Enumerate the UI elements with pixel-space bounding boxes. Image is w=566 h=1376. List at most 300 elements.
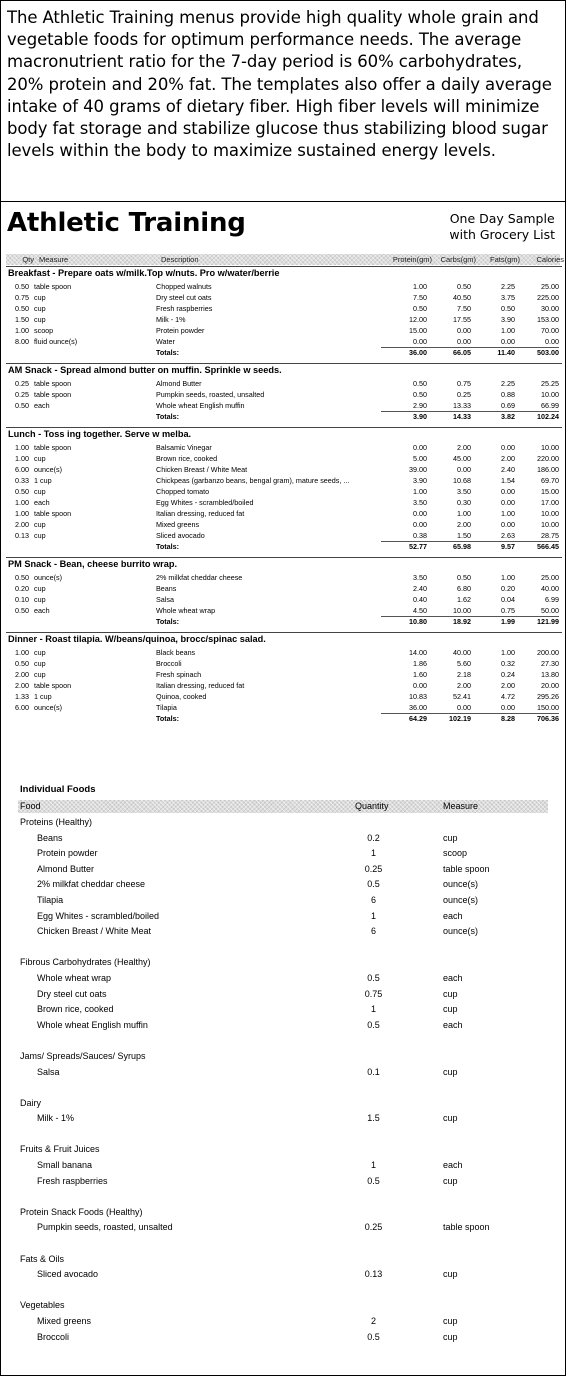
row-calories: 13.80	[541, 670, 559, 679]
grocery-item	[1, 862, 566, 878]
grocery-item-measure: cup	[443, 832, 458, 843]
col-description: Description	[161, 255, 199, 264]
row-carbs: 1.62	[457, 595, 471, 604]
row-qty: 0.13	[15, 531, 29, 540]
grocery-item-name: Small banana	[37, 1160, 93, 1171]
meal-row	[1, 336, 566, 347]
row-qty: 2.00	[15, 681, 29, 690]
row-calories: 10.00	[541, 509, 559, 518]
row-measure: cup	[34, 520, 46, 529]
grocery-item-measure: cup	[443, 1316, 458, 1326]
row-calories: 220.00	[537, 454, 559, 463]
meal-title: Breakfast - Prepare oats w/milk.Top w/nuts. Pro w/water/berrie	[6, 266, 562, 281]
row-fats: 0.00	[501, 337, 515, 346]
row-description: Milk - 1%	[156, 315, 186, 324]
row-qty: 2.00	[15, 520, 29, 529]
row-measure: cup	[34, 659, 46, 668]
row-carbs: 45.00	[453, 454, 471, 463]
meal-row	[1, 669, 566, 680]
grocery-gap	[1, 1189, 566, 1205]
row-measure: cup	[34, 670, 46, 679]
row-protein: 10.83	[409, 692, 427, 701]
total-fats: 9.57	[501, 542, 515, 551]
row-protein: 7.50	[413, 293, 427, 302]
grocery-item	[1, 1065, 566, 1081]
row-measure: fluid ounce(s)	[34, 337, 78, 346]
row-protein: 0.00	[413, 443, 427, 452]
grocery-item-name: Sliced avocado	[37, 1269, 99, 1280]
row-fats: 2.25	[501, 282, 515, 291]
total-fats: 1.99	[501, 617, 515, 626]
grocery-gap	[1, 1236, 566, 1252]
row-measure: cup	[34, 648, 46, 657]
grocery-item	[1, 1330, 566, 1346]
totals-label: Totals:	[156, 348, 180, 357]
row-carbs: 0.00	[457, 703, 471, 712]
total-carbs: 102.19	[449, 714, 471, 723]
row-measure: 1 cup	[34, 692, 52, 701]
total-carbs: 18.92	[453, 617, 471, 626]
meal-spacer	[1, 724, 566, 729]
row-fats: 0.00	[501, 520, 515, 529]
meal-plan-document	[0, 202, 566, 1376]
meal-row	[1, 464, 566, 475]
meal-row	[1, 453, 566, 464]
grocery-item-name: Beans	[37, 832, 63, 843]
grocery-item-name: Protein powder	[37, 848, 98, 859]
row-calories: 27.30	[541, 659, 559, 668]
grocery-item-quantity: 1.5	[367, 1113, 380, 1124]
row-carbs: 52.41	[453, 692, 471, 701]
meal-row	[1, 400, 566, 411]
meal-row	[1, 475, 566, 486]
row-fats: 1.00	[501, 326, 515, 335]
row-fats: 1.00	[501, 573, 515, 582]
meal-section	[1, 427, 566, 557]
grocery-category: Fibrous Carbohydrates (Healthy)	[20, 957, 151, 968]
meal-row	[1, 658, 566, 669]
row-description: Chopped tomato	[156, 487, 210, 496]
grocery-item-name: Chicken Breast / White Meat	[37, 926, 152, 937]
meal-row	[1, 647, 566, 658]
grocery-item-quantity: 0.13	[364, 1269, 383, 1280]
row-measure: each	[34, 498, 50, 507]
row-calories: 6.99	[545, 595, 559, 604]
row-description: Italian dressing, reduced fat	[156, 681, 245, 690]
row-calories: 70.00	[541, 326, 559, 335]
total-protein: 3.90	[413, 412, 427, 421]
row-fats: 2.00	[501, 681, 515, 690]
row-description: Egg Whites - scrambled/boiled	[156, 498, 254, 507]
grocery-item-name: Egg Whites - scrambled/boiled	[37, 910, 160, 921]
row-measure: cup	[34, 487, 46, 496]
row-description: Balsamic Vinegar	[156, 443, 212, 452]
row-protein: 14.00	[409, 648, 427, 657]
meal-row	[1, 303, 566, 314]
meal-section	[1, 632, 566, 729]
row-qty: 6.00	[15, 465, 29, 474]
row-carbs: 2.18	[457, 670, 471, 679]
row-calories: 0.00	[545, 337, 559, 346]
row-measure: cup	[34, 315, 46, 324]
row-calories: 66.99	[541, 401, 559, 410]
row-description: Fresh raspberries	[156, 304, 213, 313]
row-protein: 12.00	[409, 315, 427, 324]
row-description: Salsa	[156, 595, 174, 604]
grocery-category: Fats & Oils	[20, 1253, 65, 1264]
meal-row	[1, 378, 566, 389]
row-fats: 3.75	[501, 293, 515, 302]
row-fats: 0.00	[501, 498, 515, 507]
total-fats: 3.82	[501, 412, 515, 421]
col-carbs: Carbs(gm)	[440, 255, 476, 264]
row-description: Beans	[156, 584, 177, 593]
row-fats: 2.63	[501, 531, 515, 540]
row-protein: 1.86	[413, 659, 427, 668]
row-protein: 0.50	[413, 304, 427, 313]
grocery-item	[1, 924, 566, 940]
row-qty: 0.20	[15, 584, 29, 593]
row-protein: 36.00	[409, 703, 427, 712]
row-protein: 2.40	[413, 584, 427, 593]
row-calories: 25.00	[541, 282, 559, 291]
meal-totals-row	[1, 347, 566, 358]
row-fats: 0.20	[501, 584, 515, 593]
row-description: 2% milkfat cheddar cheese	[156, 573, 243, 582]
row-description: Fresh spinach	[156, 670, 202, 679]
row-measure: table spoon	[34, 379, 72, 388]
totals-label: Totals:	[156, 542, 180, 551]
total-fats: 11.40	[497, 348, 515, 357]
row-carbs: 10.00	[453, 606, 471, 615]
row-calories: 186.00	[537, 465, 559, 474]
row-qty: 0.50	[15, 487, 29, 496]
total-protein: 36.00	[409, 348, 427, 357]
row-description: Mixed greens	[156, 520, 200, 529]
row-calories: 25.25	[541, 379, 559, 388]
total-protein: 52.77	[409, 542, 427, 551]
row-calories: 153.00	[537, 315, 559, 324]
totals-label: Totals:	[156, 714, 180, 723]
row-description: Whole wheat wrap	[156, 606, 216, 615]
grocery-item-name: Tilapia	[37, 894, 64, 905]
row-measure: ounce(s)	[34, 703, 62, 712]
row-qty: 6.00	[15, 703, 29, 712]
grocery-item-name: 2% milkfat cheddar cheese	[37, 879, 146, 890]
grocery-item	[1, 987, 566, 1003]
row-protein: 1.00	[413, 487, 427, 496]
total-calories: 102.24	[537, 412, 559, 421]
grocery-item-measure: table spoon	[443, 1222, 490, 1233]
grocery-item-quantity: 0.5	[367, 1331, 380, 1342]
row-carbs: 0.50	[457, 573, 471, 582]
grocery-title: Individual Foods	[20, 784, 96, 795]
row-calories: 10.00	[541, 390, 559, 399]
row-qty: 0.50	[15, 282, 29, 291]
meal-section	[1, 363, 566, 427]
row-qty: 0.10	[15, 595, 29, 604]
row-qty: 0.50	[15, 304, 29, 313]
col-measure: Measure	[39, 255, 69, 264]
row-fats: 2.00	[501, 454, 515, 463]
row-qty: 1.00	[15, 326, 29, 335]
totals-label: Totals:	[156, 617, 180, 626]
grocery-item-measure: cup	[443, 1113, 458, 1124]
grocery-body	[1, 815, 566, 1345]
row-calories: 10.00	[541, 520, 559, 529]
grocery-item-measure: cup	[443, 1004, 458, 1015]
grocery-item-name: Milk - 1%	[37, 1113, 75, 1124]
row-protein: 39.00	[409, 465, 427, 474]
row-fats: 2.40	[501, 465, 515, 474]
row-carbs: 17.55	[453, 315, 471, 324]
intro-text: The Athletic Training menus provide high quality whole grain and vegetable foods for optimum performance needs. The average macronutrient ratio for the 7-day period is 60% carbohydrates, 20% protein and 20% fat. The templates also offer a daily average intake of 40 grams of dietary fiber. High fiber levels will minimize body fat storage and stabilize glucose thus stabilizing blood sugar levels within the body to maximize sustained energy levels.	[7, 8, 552, 161]
meal-totals-row	[1, 411, 566, 422]
row-calories: 25.00	[541, 573, 559, 582]
row-fats: 2.25	[501, 379, 515, 388]
row-measure: table spoon	[34, 443, 72, 452]
row-description: Brown rice, cooked	[156, 454, 218, 463]
row-qty: 0.25	[15, 379, 29, 388]
total-fats: 8.28	[501, 714, 515, 723]
grocery-item-measure: cup	[443, 1331, 458, 1342]
grocery-item-quantity: 6	[370, 926, 376, 937]
total-protein: 10.80	[409, 617, 427, 626]
meal-row	[1, 486, 566, 497]
totals-label: Totals:	[156, 412, 180, 421]
row-calories: 150.00	[537, 703, 559, 712]
col-calories: Calories	[536, 255, 564, 264]
grocery-item-quantity: 2	[370, 1316, 376, 1326]
grocery-category: Protein Snack Foods (Healthy)	[20, 1206, 143, 1217]
total-calories: 566.45	[537, 542, 559, 551]
subtitle-line-1: One Day Sample	[449, 211, 555, 226]
row-description: Chickpeas (garbanzo beans, bengal gram), mature seeds, ...	[156, 476, 350, 485]
row-calories: 200.00	[537, 648, 559, 657]
row-qty: 0.50	[15, 401, 29, 410]
grocery-item-quantity: 0.1	[367, 1066, 380, 1077]
row-measure: ounce(s)	[34, 573, 62, 582]
total-calories: 503.00	[537, 348, 559, 357]
grocery-item	[1, 971, 566, 987]
row-qty: 1.00	[15, 509, 29, 518]
row-qty: 0.50	[15, 606, 29, 615]
row-protein: 0.00	[413, 520, 427, 529]
row-calories: 40.00	[541, 584, 559, 593]
row-description: Chicken Breast / White Meat	[156, 465, 248, 474]
row-calories: 225.00	[537, 293, 559, 302]
grocery-item-measure: each	[443, 910, 463, 921]
total-carbs: 65.98	[453, 542, 471, 551]
meal-section	[1, 266, 566, 363]
row-carbs: 6.80	[457, 584, 471, 593]
row-qty: 1.50	[15, 315, 29, 324]
row-protein: 0.50	[413, 379, 427, 388]
grocery-gap	[1, 1283, 566, 1299]
row-measure: table spoon	[34, 282, 72, 291]
row-calories: 295.26	[537, 692, 559, 701]
row-fats: 1.00	[501, 648, 515, 657]
row-carbs: 13.33	[453, 401, 471, 410]
row-carbs: 0.00	[457, 337, 471, 346]
row-carbs: 0.50	[457, 282, 471, 291]
row-fats: 0.88	[501, 390, 515, 399]
row-calories: 28.75	[541, 531, 559, 540]
grocery-item-quantity: 0.5	[367, 1175, 380, 1186]
grocery-item	[1, 1018, 566, 1034]
row-description: Chopped walnuts	[156, 282, 212, 291]
row-protein: 0.00	[413, 337, 427, 346]
grocery-item-name: Brown rice, cooked	[37, 1004, 114, 1015]
grocery-item-measure: each	[443, 1160, 463, 1171]
subtitle-line-2: with Grocery List	[449, 227, 555, 242]
row-carbs: 10.68	[453, 476, 471, 485]
meal-row	[1, 702, 566, 713]
document-subtitle	[449, 211, 555, 243]
row-measure: each	[34, 401, 50, 410]
row-fats: 0.00	[501, 443, 515, 452]
grocery-gap	[1, 940, 566, 956]
grocery-column-header	[18, 800, 548, 813]
total-calories: 121.99	[537, 617, 559, 626]
row-protein: 0.50	[413, 390, 427, 399]
grocery-item-measure: cup	[443, 1175, 458, 1186]
row-description: Almond Butter	[156, 379, 202, 388]
grocery-item	[1, 909, 566, 925]
grocery-item	[1, 877, 566, 893]
grocery-col-food: Food	[20, 801, 41, 811]
grocery-gap	[1, 1080, 566, 1096]
row-carbs: 1.00	[457, 509, 471, 518]
grocery-item-name: Salsa	[37, 1066, 60, 1077]
grocery-category: Vegetables	[20, 1300, 65, 1311]
grocery-item-measure: cup	[443, 1066, 458, 1077]
row-fats: 0.32	[501, 659, 515, 668]
row-qty: 1.00	[15, 648, 29, 657]
meal-row	[1, 281, 566, 292]
row-carbs: 2.00	[457, 443, 471, 452]
meal-row	[1, 442, 566, 453]
meal-row	[1, 691, 566, 702]
row-measure: table spoon	[34, 390, 72, 399]
meal-title: Lunch - Toss ing together. Serve w melba.	[6, 427, 562, 442]
grocery-item-measure: scoop	[443, 848, 468, 859]
row-carbs: 5.60	[457, 659, 471, 668]
meal-row	[1, 680, 566, 691]
row-measure: scoop	[34, 326, 54, 335]
grocery-item-quantity: 1	[370, 1160, 376, 1171]
grocery-item-measure: cup	[443, 1269, 458, 1280]
grocery-item	[1, 1002, 566, 1018]
row-protein: 2.90	[413, 401, 427, 410]
row-protein: 0.00	[413, 681, 427, 690]
row-measure: table spoon	[34, 681, 72, 690]
row-measure: cup	[34, 454, 46, 463]
grocery-item-measure: ounce(s)	[443, 926, 479, 937]
col-fats: Fats(gm)	[490, 255, 520, 264]
grocery-item-quantity: 0.5	[367, 879, 380, 890]
row-fats: 0.50	[501, 304, 515, 313]
meal-row	[1, 530, 566, 541]
meal-row	[1, 519, 566, 530]
row-qty: 0.75	[15, 293, 29, 302]
row-measure: cup	[34, 531, 46, 540]
row-measure: each	[34, 606, 50, 615]
row-qty: 2.00	[15, 670, 29, 679]
total-calories: 706.36	[537, 714, 559, 723]
grocery-item-name: Whole wheat wrap	[37, 972, 112, 983]
meal-totals-row	[1, 541, 566, 552]
grocery-item-measure: table spoon	[443, 863, 490, 874]
meal-row	[1, 583, 566, 594]
row-description: Protein powder	[156, 326, 205, 335]
row-description: Italian dressing, reduced fat	[156, 509, 245, 518]
row-qty: 0.50	[15, 659, 29, 668]
row-calories: 10.00	[541, 443, 559, 452]
grocery-item-quantity: 6	[370, 894, 376, 905]
row-fats: 0.75	[501, 606, 515, 615]
grocery-item-measure: each	[443, 972, 463, 983]
row-measure: ounce(s)	[34, 465, 62, 474]
meal-row	[1, 292, 566, 303]
row-description: Black beans	[156, 648, 196, 657]
grocery-item	[1, 1174, 566, 1190]
grocery-item-name: Mixed greens	[37, 1316, 92, 1326]
meal-totals-row	[1, 616, 566, 627]
grocery-item	[1, 1158, 566, 1174]
row-carbs: 40.50	[453, 293, 471, 302]
grocery-item-measure: ounce(s)	[443, 879, 479, 890]
row-calories: 50.00	[541, 606, 559, 615]
row-protein: 3.90	[413, 476, 427, 485]
grocery-item-measure: each	[443, 1019, 463, 1030]
row-protein: 0.38	[413, 531, 427, 540]
row-description: Water	[156, 337, 175, 346]
row-carbs: 0.30	[457, 498, 471, 507]
grocery-item-name: Broccoli	[37, 1331, 70, 1342]
grocery-col-quantity: Quantity	[355, 801, 389, 811]
grocery-item-measure: cup	[443, 988, 458, 999]
grocery-item	[1, 1111, 566, 1127]
meal-row	[1, 605, 566, 616]
meal-totals-row	[1, 713, 566, 724]
meal-section	[1, 557, 566, 632]
grocery-item-name: Fresh raspberries	[37, 1175, 108, 1186]
row-protein: 1.00	[413, 282, 427, 291]
meal-title: AM Snack - Spread almond butter on muffin. Sprinkle w seeds.	[6, 363, 562, 378]
row-fats: 1.00	[501, 509, 515, 518]
grocery-category: Dairy	[20, 1097, 42, 1108]
grocery-item-quantity: 0.25	[364, 863, 383, 874]
meal-row	[1, 389, 566, 400]
document-title: Athletic Training	[7, 208, 246, 238]
row-measure: cup	[34, 584, 46, 593]
row-fats: 0.00	[501, 703, 515, 712]
row-carbs: 0.25	[457, 390, 471, 399]
meal-row	[1, 508, 566, 519]
row-carbs: 0.00	[457, 465, 471, 474]
row-qty: 1.33	[15, 692, 29, 701]
row-protein: 15.00	[409, 326, 427, 335]
grocery-item-quantity: 0.25	[364, 1222, 383, 1233]
grocery-item-measure: ounce(s)	[443, 894, 479, 905]
meal-row	[1, 325, 566, 336]
row-qty: 0.25	[15, 390, 29, 399]
row-carbs: 1.50	[457, 531, 471, 540]
row-measure: table spoon	[34, 509, 72, 518]
row-qty: 8.00	[15, 337, 29, 346]
row-description: Tilapia	[156, 703, 177, 712]
